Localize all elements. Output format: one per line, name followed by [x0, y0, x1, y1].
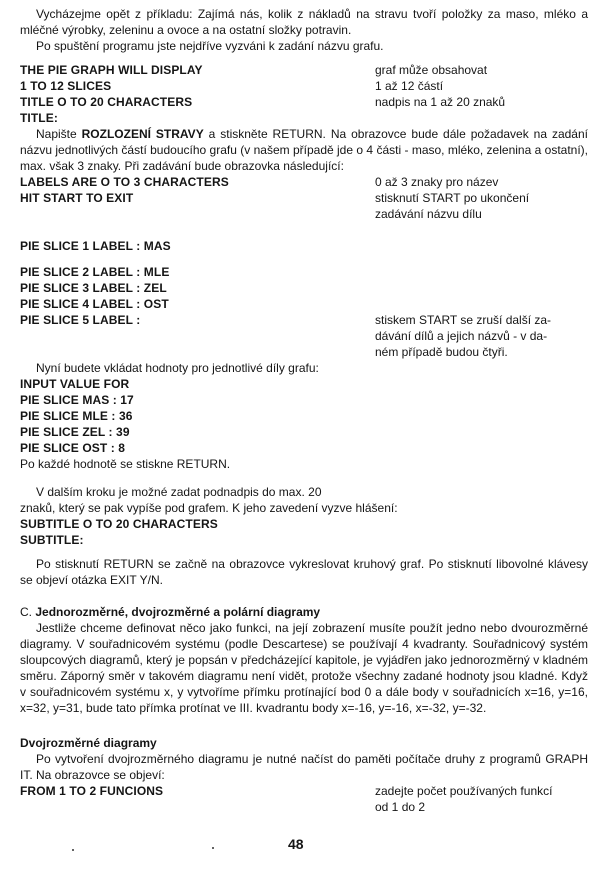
- screen-note: zadejte počet používaných funkcí od 1 do 2: [375, 784, 553, 814]
- print-speck: [212, 847, 214, 849]
- intro-paragraph-2: Po spuštění programu jste nejdříve vyzváni k zadání názvu grafu.: [36, 39, 384, 53]
- labels-paragraph: [20, 126, 588, 174]
- screen-text: TITLE O TO 20 CHARACTERS: [20, 95, 193, 109]
- slice-label-4: PIE SLICE 4 LABEL : OST: [20, 297, 169, 311]
- slice-label-5-row: [20, 312, 588, 360]
- slice-label-5: PIE SLICE 5 LABEL :: [20, 313, 141, 327]
- screen-note: nadpis na 1 až 20 znaků: [375, 95, 506, 109]
- page-number: 48: [288, 836, 304, 852]
- subtitle-screen: SUBTITLE O TO 20 CHARACTERS: [20, 517, 218, 531]
- intro-block: [20, 6, 588, 54]
- values-note: Po každé hodnotě se stiskne RETURN.: [20, 457, 231, 471]
- value-row: PIE SLICE MAS : 17: [20, 393, 134, 407]
- screen-note: zadávání názvu dílu: [375, 207, 482, 221]
- screen-note: 1 až 12 částí: [375, 79, 444, 93]
- slice-5-note: stiskem START se zruší další za- dávání dílů a jejich názvů - v da- ném případě budou čtyři.: [375, 313, 552, 359]
- screen-title-prompt: [20, 62, 588, 126]
- slice-label-2: PIE SLICE 2 LABEL : MLE: [20, 265, 170, 279]
- screen-row: [20, 78, 588, 94]
- paragraph-text: a stiskněte RETURN. Na obrazovce bude dále požadavek na zadání názvu jednotlivých částí budoucího grafu (v našem případě jde o 4 části - maso, mléko, zelenina a ostatní), max. však 3 znaky. Při zadávání bude obrazovka následující:: [20, 127, 588, 173]
- screen-note: graf může obsahovat: [375, 63, 488, 77]
- subtitle-block: [20, 484, 588, 548]
- screen-row: [20, 110, 588, 126]
- screen-note: 0 až 3 znaky pro název: [375, 175, 499, 189]
- section-c-heading: C. Jednorozměrné, dvojrozměrné a polární diagramy: [20, 605, 321, 619]
- values-prompt: INPUT VALUE FOR: [20, 377, 130, 391]
- screen-text: LABELS ARE O TO 3 CHARACTERS: [20, 175, 229, 189]
- screen-text: FROM 1 TO 2 FUNCIONS: [20, 784, 164, 798]
- subtitle-paragraph: V dalším kroku je možné zadat podnadpis do max. 20: [36, 485, 322, 499]
- after-subtitle-block: [20, 556, 588, 588]
- screen-text: [20, 206, 375, 222]
- slice-labels-2-4: [20, 264, 588, 312]
- intro-paragraph: Vycházejme opět z příkladu: Zajímá nás, kolik z nákladů na stravu tvoří položky za maso, mléko a mléčné výrobky, zeleninu a ovoce a na ostatní složky potravin.: [20, 7, 588, 37]
- subtitle-screen-prompt: SUBTITLE:: [20, 533, 84, 547]
- screen-labels-prompt: [20, 174, 588, 222]
- screen-text: THE PIE GRAPH WILL DISPLAY: [20, 63, 203, 77]
- screen-row: [20, 62, 588, 78]
- slice-label-1: PIE SLICE 1 LABEL : MAS: [20, 239, 171, 253]
- title-example: ROZLOZENÍ STRAVY: [81, 127, 204, 141]
- subtitle-paragraph-2: znaků, který se pak vypíše pod grafem. K jeho zavedení vyzve hlášení:: [20, 501, 398, 515]
- screen-note: [375, 110, 580, 126]
- screen-note: stisknutí START po ukončení: [375, 191, 530, 205]
- section-2d: [20, 735, 588, 815]
- print-speck: [72, 849, 74, 851]
- value-row: PIE SLICE OST : 8: [20, 441, 126, 455]
- slice-label-3: PIE SLICE 3 LABEL : ZEL: [20, 281, 167, 295]
- value-row: PIE SLICE ZEL : 39: [20, 425, 130, 439]
- paragraph-text: Napište: [36, 127, 82, 141]
- value-row: PIE SLICE MLE : 36: [20, 409, 133, 423]
- screen-text: HIT START TO EXIT: [20, 191, 134, 205]
- screen-text: 1 TO 12 SLICES: [20, 79, 112, 93]
- screen-row: [20, 94, 588, 110]
- after-subtitle-paragraph: Po stisknutí RETURN se začně na obrazovce vykreslovat kruhový graf. Po stisknutí libovolné klávesy se objeví otázka EXIT Y/N.: [20, 557, 588, 587]
- section-2d-text: Po vytvoření dvojrozměrného diagramu je nutné načíst do paměti počítače druhy z programů GRAPH IT. Na obrazovce se objeví:: [20, 752, 588, 782]
- section-2d-heading: Dvojrozměrné diagramy: [20, 736, 157, 750]
- section-c-text: Jestliže chceme definovat něco jako funkci, na její zobrazení musíte použít jedno nebo dvourozměrné diagramy. V souřadnicovém systému (podle Descartese) se používají 4 kvadranty. Souřadnicový systém sloupcových diagramů, který je popsán v předcházející kapitole, je vyjádřen jako jednorozměrný v kladném směru. Záporný směr v takovém diagramu není vidět, protože všechny zadané hodnoty jsou kladné. Když v souřadnicovém systému x, y vytvoříme přímku protínající bod 0 a dále body v souřadnicích x=16, y=16, x=32, y=31, bude tato přímka protínat ve III. kvadrantu body x=-16, y=-16, x=-32, y=-32.: [20, 621, 588, 715]
- section-c: [20, 604, 588, 716]
- values-intro: Nyní budete vkládat hodnoty pro jednotlivé díly grafu:: [36, 361, 319, 375]
- screen-text: TITLE:: [20, 111, 58, 125]
- values-block: [20, 360, 588, 472]
